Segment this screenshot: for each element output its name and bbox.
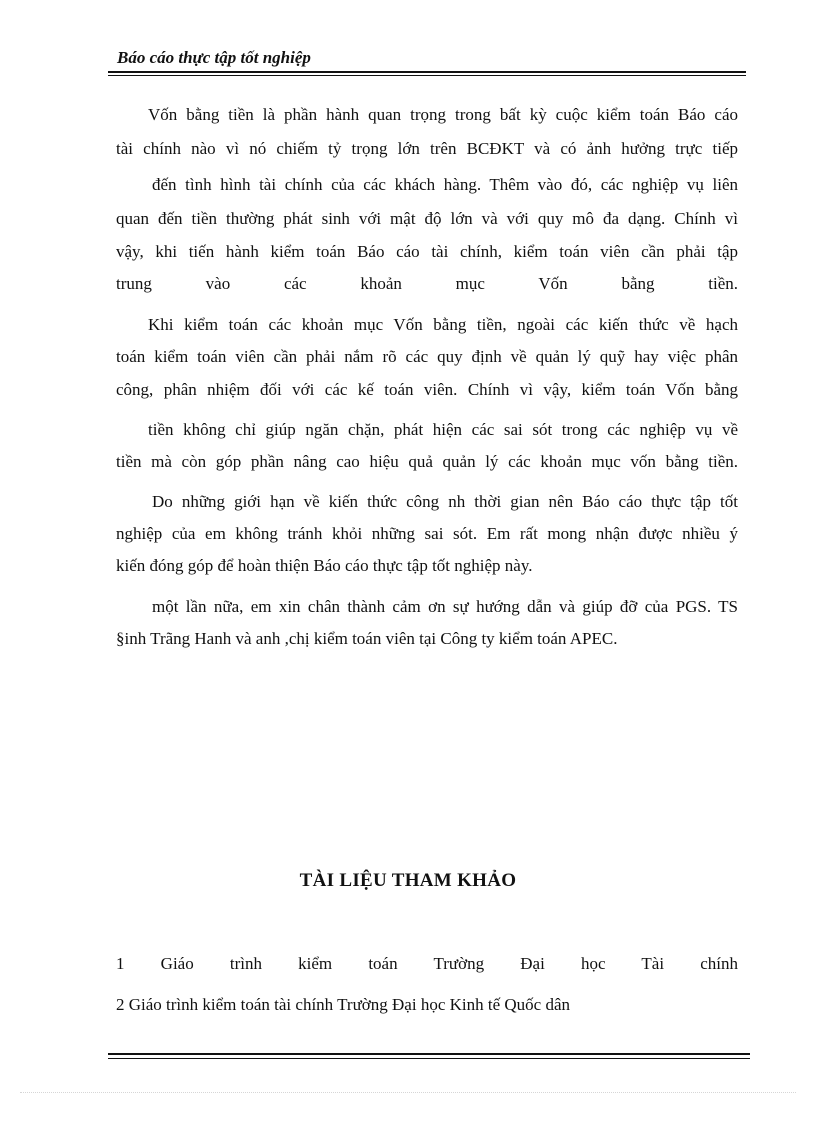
paragraph-1-line-3: đến tình hình tài chính của các khách hàng. Thêm vào đó, các nghiệp vụ liên <box>152 175 738 194</box>
paragraph-1-line-2: tài chính nào vì nó chiếm tỷ trọng lớn trên BCĐKT và có ảnh hưởng trực tiếp <box>116 139 738 158</box>
page-header-title: Báo cáo thực tập tốt nghiệp <box>117 48 311 67</box>
paragraph-1-line-1: Vốn bằng tiền là phần hành quan trọng trong bất kỳ cuộc kiểm toán Báo cáo <box>148 105 738 124</box>
paragraph-3-line-1: Do những giới hạn về kiến thức công nh thời gian nên Báo cáo thực tập tốt <box>152 492 738 511</box>
paragraph-2-line-1: Khi kiểm toán các khoản mục Vốn bằng tiền, ngoài các kiến thức về hạch <box>148 315 738 334</box>
paragraph-2-line-2: toán kiểm toán viên cần phải nắm rõ các quy định về quản lý quỹ hay việc phân <box>116 347 738 366</box>
page-edge-dotted <box>20 1092 796 1093</box>
paragraph-1-line-6: trung vào các khoản mục Vốn bằng tiền. <box>116 274 738 293</box>
paragraph-2-line-5: tiền mà còn góp phần nâng cao hiệu quả quản lý các khoản mục vốn bằng tiền. <box>116 452 738 471</box>
reference-item: 1 Giáo trình kiểm toán Trường Đại học Tài chính <box>116 954 738 973</box>
reference-item: 2 Giáo trình kiểm toán tài chính Trường Đại học Kinh tế Quốc dân <box>116 995 570 1014</box>
paragraph-2-line-4: tiền không chỉ giúp ngăn chặn, phát hiện các sai sót trong các nghiệp vụ về <box>148 420 738 439</box>
footer-rule-thin <box>108 1058 750 1059</box>
header-rule-thin <box>108 75 746 76</box>
paragraph-2-line-3: công, phân nhiệm đối với các kế toán viên. Chính vì vậy, kiểm toán Vốn bằng <box>116 380 738 399</box>
paragraph-4-line-1: một lần nữa, em xin chân thành cảm ơn sự hướng dẫn và giúp đỡ của PGS. TS <box>152 597 738 616</box>
paragraph-3-line-3: kiến đóng góp để hoàn thiện Báo cáo thực tập tốt nghiệp này. <box>116 556 533 575</box>
paragraph-4-line-2: §inh Trãng Hanh và anh ,chị kiểm toán viên tại Công ty kiểm toán APEC. <box>116 629 618 648</box>
references-heading: TÀI LIỆU THAM KHẢO <box>299 870 517 891</box>
paragraph-1-line-4: quan đến tiền thường phát sinh với mật độ lớn và với quy mô đa dạng. Chính vì <box>116 209 738 228</box>
paragraph-1-line-5: vậy, khi tiến hành kiểm toán Báo cáo tài chính, kiểm toán viên cần phải tập <box>116 242 738 261</box>
footer-rule <box>108 1053 750 1055</box>
paragraph-3-line-2: nghiệp của em không tránh khỏi những sai sót. Em rất mong nhận được nhiều ý <box>116 524 738 543</box>
header-rule <box>108 71 746 73</box>
